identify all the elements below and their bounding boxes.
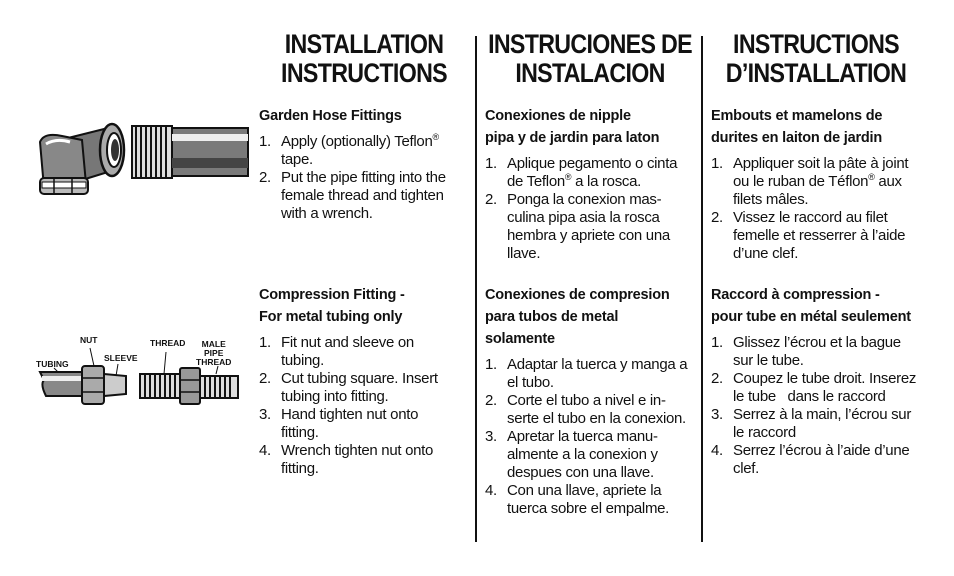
label-male: MALE — [201, 339, 226, 349]
heading-line: pipa y de jardin para laton — [485, 130, 660, 146]
heading-compression-en — [259, 284, 405, 328]
step-text: Apply (optionally) Teflon — [281, 133, 433, 150]
step-number: 2. — [485, 191, 497, 208]
list-item — [485, 155, 695, 191]
step-text: Appliquer soit la pâte à joint ou le ruban de Téflon — [733, 155, 909, 190]
step-text: Serrez à la main, l’écrou sur le raccord — [733, 406, 912, 441]
steps-raccord-fr — [711, 334, 923, 478]
step-text: Adaptar la tuerca y manga a el tubo. — [507, 356, 688, 391]
heading-line: durites en laiton de jardin — [711, 130, 883, 146]
steps-nipple-es — [485, 155, 695, 263]
list-item — [711, 209, 923, 263]
steps-compression-en — [259, 334, 459, 478]
list-item — [711, 442, 923, 478]
step-text: Put the pipe fitting into the female thread and tighten with a wrench. — [281, 169, 446, 222]
step-number: 3. — [711, 406, 723, 423]
list-item — [259, 442, 459, 478]
step-text: Fit nut and sleeve on tubing. — [281, 334, 414, 369]
step-number: 3. — [259, 406, 271, 423]
label-nut: NUT — [80, 335, 98, 345]
list-item — [485, 482, 697, 518]
step-text: Wrench tighten nut onto fitting. — [281, 442, 434, 477]
heading-line: solamente — [485, 331, 555, 347]
step-number: 2. — [711, 370, 723, 387]
step-number: 1. — [711, 155, 723, 172]
step-text: Serrez l’écrou à l’aide d’une clef. — [733, 442, 910, 477]
steps-embouts-fr — [711, 155, 923, 263]
step-number: 1. — [259, 133, 271, 150]
list-item — [485, 356, 697, 392]
heading-line: For metal tubing only — [259, 309, 403, 325]
list-item — [259, 406, 459, 442]
heading-line: para tubos de metal — [485, 309, 619, 325]
list-item — [259, 133, 464, 169]
title-fr — [725, 30, 907, 88]
step-number: 2. — [259, 169, 271, 186]
title-en — [273, 30, 455, 88]
heading-line: pour tube en métal seulement — [711, 309, 911, 325]
list-item — [711, 155, 923, 209]
column-divider-2 — [701, 36, 703, 542]
step-number: 1. — [485, 356, 497, 373]
step-number: 4. — [711, 442, 723, 459]
column-divider-1 — [475, 36, 477, 542]
heading-raccord-fr — [711, 284, 911, 328]
title-es-line1: INSTRUCIONES DE — [488, 29, 692, 59]
steps-garden-hose-en — [259, 133, 464, 223]
step-text-post: aux filets mâles. — [733, 173, 902, 208]
heading-line: Conexiones de compresion — [485, 287, 670, 303]
step-text: Con una llave, apriete la tuerca sobre el empalme. — [507, 482, 670, 517]
title-fr-line1: INSTRUCTIONS — [733, 29, 899, 59]
step-number: 1. — [485, 155, 497, 172]
heading-line: Embouts et mamelons de — [711, 108, 883, 124]
list-item — [259, 334, 459, 370]
title-en-line2: INSTRUCTIONS — [281, 58, 447, 88]
title-es-line2: INSTALACION — [515, 58, 665, 88]
step-text-post: a la rosca. — [571, 173, 642, 190]
step-text: Cut tubing square. Insert tubing into fitting. — [281, 370, 438, 405]
list-item — [259, 169, 464, 223]
label-pipe: PIPE — [204, 348, 224, 358]
heading-line: Raccord à compression - — [711, 287, 880, 303]
threaded-pipe-icon — [130, 118, 250, 188]
step-text: Ponga la conexion mas-culina pipa asia la rosca hembra y apriete con una llave. — [507, 191, 670, 262]
heading-text: Garden Hose Fittings — [259, 108, 402, 124]
label-tubing: TUBING — [36, 359, 69, 369]
step-text-post: tape. — [281, 151, 313, 168]
step-text: Corte el tubo a nivel e in-serte el tubo en la conexion. — [507, 392, 686, 427]
list-item — [259, 370, 459, 406]
label-male-pipe-thread — [196, 340, 231, 367]
heading-nipple-es — [485, 105, 659, 149]
step-number: 3. — [485, 428, 497, 445]
step-number: 2. — [711, 209, 723, 226]
registered-mark: ® — [564, 172, 572, 182]
step-text: Aplique pegamento o cinta de Teflon — [507, 155, 678, 190]
registered-mark: ® — [868, 172, 875, 182]
list-item — [485, 428, 697, 482]
registered-mark: ® — [432, 132, 439, 142]
label-thread: THREAD — [150, 338, 186, 348]
list-item — [485, 191, 695, 263]
elbow-fitting-icon — [30, 110, 130, 206]
list-item — [711, 370, 923, 406]
label-thread-2: THREAD — [196, 357, 232, 367]
step-number: 4. — [259, 442, 271, 459]
heading-garden-hose-en — [259, 105, 402, 127]
step-number: 1. — [711, 334, 723, 351]
title-es — [487, 30, 693, 88]
step-text: Vissez le raccord au filet femelle et resserrer à l’aide d’une clef. — [733, 209, 906, 262]
list-item — [711, 334, 923, 370]
step-number: 2. — [485, 392, 497, 409]
list-item — [711, 406, 923, 442]
heading-compresion-es — [485, 284, 670, 350]
title-en-line1: INSTALLATION — [284, 29, 444, 59]
step-text: Hand tighten nut onto fitting. — [281, 406, 419, 441]
step-number: 2. — [259, 370, 271, 387]
step-number: 1. — [259, 334, 271, 351]
list-item — [485, 392, 697, 428]
heading-embouts-fr — [711, 105, 882, 149]
heading-line: Compression Fitting - — [259, 287, 405, 303]
step-number: 4. — [485, 482, 497, 499]
step-text: Coupez le tube droit. Inserez le tube dans le raccord — [733, 370, 920, 405]
title-fr-line2: D’INSTALLATION — [725, 58, 907, 88]
label-sleeve: SLEEVE — [104, 353, 138, 363]
heading-line: Conexiones de nipple — [485, 108, 631, 124]
steps-compresion-es — [485, 356, 697, 518]
step-text: Glissez l’écrou et la bague sur le tube. — [733, 334, 901, 369]
step-text: Apretar la tuerca manu-almente a la conexion y despues con una llave. — [507, 428, 658, 481]
